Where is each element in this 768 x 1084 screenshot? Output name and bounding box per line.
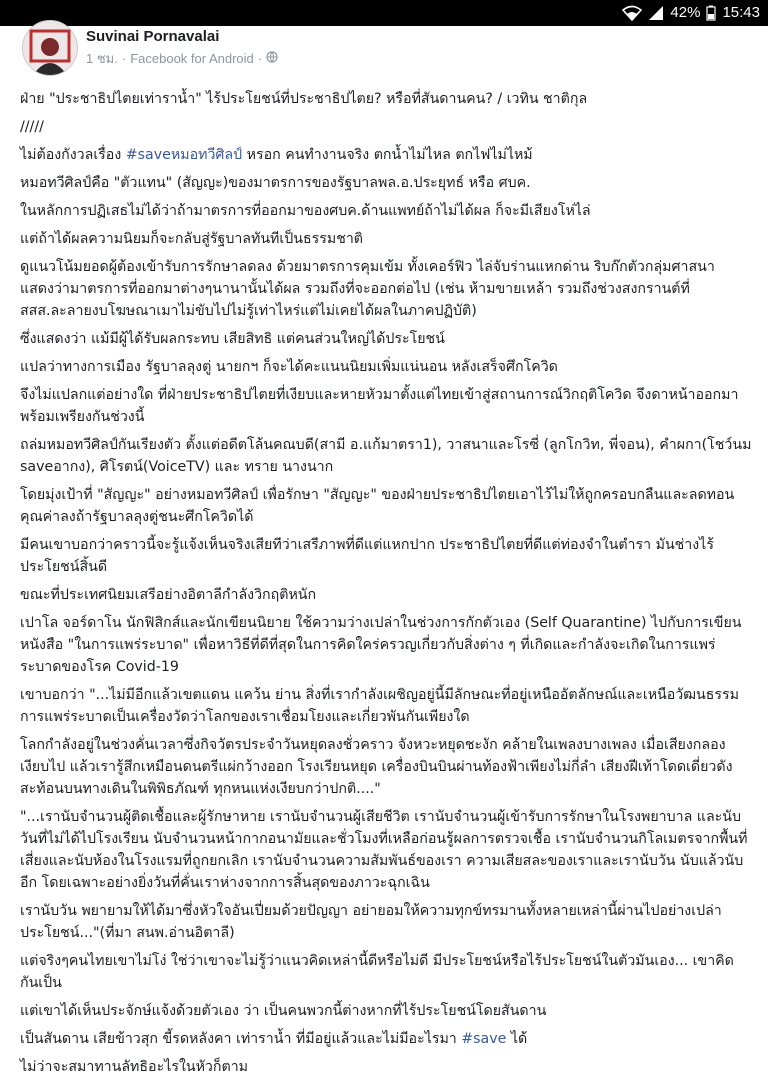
post-paragraph <box>20 900 752 944</box>
post-source: Facebook for Android <box>130 51 254 66</box>
globe-icon <box>266 51 278 66</box>
post-paragraph <box>20 144 752 166</box>
post-paragraph <box>20 806 752 894</box>
paragraph-text: ดูแนวโน้มยอดผู้ต้องเข้ารับการรักษาลดลง ด้วยมาตรการคุมเข้ม ทั้งเคอร์ฟิว ไล่จับร่านแหกด่าน ริบก๊กตัวกลุ่มศาสนา แสดงว่ามาตรการที่ออกมาต่างๆนานานั้นได้ผล รวมถึงที่จะออกต่อไป (เช่น ห้ามขายเหล้า รวมถึงช่วงสงกรานต์ที่ สสส.ละลายงบโฆษณาเมาไม่ขับไปไม่รู้เท่าไหร่แต่ไม่เคยได้ผลในภาคปฏิบัติ) <box>20 259 715 319</box>
paragraph-text: ซึ่งแสดงว่า แม้มีผู้ได้รับผลกระทบ เสียสิทธิ แต่คนส่วนใหญ่ได้ประโยชน์ <box>20 331 445 347</box>
paragraph-text: โดยมุ่งเป้าที่ "สัญญะ" อย่างหมอทวีศิลป์ เพื่อรักษา "สัญญะ" ของฝ่ายประชาธิปไตยเอาไว้ไม่ให้ถูกครอบกลืนและลดทอนคุณค่าลงถ้ารัฐบาลลุงตู่ชนะศึกโควิดได้ <box>20 487 735 525</box>
post-paragraph <box>20 1028 752 1050</box>
paragraph-text: ///// <box>20 119 44 135</box>
paragraph-text: แต่ถ้าได้ผลความนิยมก็จะกลับสู่รัฐบาลทันทีเป็นธรรมชาติ <box>20 231 364 247</box>
paragraph-text: ในหลักการปฏิเสธไม่ได้ว่าถ้ามาตรการที่ออกมาของศบค.ด้านแพทย์ถ้าไม่ได้ผล ก็จะมีเสียงโห่ไล่ <box>20 203 591 219</box>
post-paragraph <box>20 228 752 250</box>
meta-separator: · <box>121 51 127 66</box>
post-paragraph <box>20 116 752 138</box>
paragraph-text: "...เรานับจำนวนผู้ติดเชื้อและผู้รักษาหาย เรานับจำนวนผู้เสียชีวิต เรานับจำนวนผู้เข้ารับการรักษาในโรงพยาบาล และนับวันที่ไม่ได้ไปโรงเรียน นับจำนวนหน้ากากอนามัยและชั่วโมงที่เหลือก่อนรู้ผลการตรวจเชื้อ เรานับจำนวนกิโลเมตรจากพื้นที่เสี่ยงและนับห้องในโรงแรมที่ถูกยกเลิก เรานับจำนวนความสัมพันธ์ของเรา ความเสียสละของเราและเรานับวัน นับแล้วนับอีก โดยเฉพาะอย่างยิ่งวันที่คั่นเราห่างจากการสิ้นสุดของภาวะฉุกเฉิน <box>20 809 748 891</box>
paragraph-text: จึงไม่แปลกแต่อย่างใด ที่ฝ่ายประชาธิปไตยที่เงียบและหายหัวมาตั้งแต่ไทยเข้าสู่สถานการณ์วิกฤติโควิด จึงดาหน้าออกมาพร้อมเพรียงกันช่วงนี้ <box>20 387 739 425</box>
post-meta <box>86 48 278 69</box>
paragraph-text: เปาโล จอร์ดาโน นักฟิสิกส์และนักเขียนนิยาย ใช้ความว่างเปล่าในช่วงการกักตัวเอง (Self Quarantine) ไปกับการเขียนหนังสือ "ในการแพร่ระบาด" เพื่อหาวิธีที่ดีที่สุดในการคิดใคร่ครวญเกี่ยวกับสิ่งต่าง ๆ ที่เกิดและกำลังจะเกิดในการแพร่ระบาดของโรค Covid-19 <box>20 615 742 675</box>
paragraph-text: ไม่ว่าจะสมาทานลัทธิอะไรในหัวก็ตาม <box>20 1059 249 1075</box>
post-paragraph <box>20 1056 752 1078</box>
paragraph-text: ไม่ต้องกังวลเรื่อง <box>20 147 126 163</box>
avatar[interactable] <box>22 20 78 76</box>
paragraph-text: ถล่มหมอทวีศิลป์กันเรียงตัว ตั้งแต่อดีตโล้นคณบดี(สามี อ.แก้มาตรา1), วาสนาและโรซี่ (ลูกโกวิท, พี่จอน), คำผกา(โชว์นม saveอากง), ศิโรตน์(VoiceTV) และ ทราย นางนาก <box>20 437 752 475</box>
hashtag-link[interactable]: #saveหมอทวีศิลป์ <box>125 147 243 163</box>
post-paragraph <box>20 484 752 528</box>
post-paragraph <box>20 534 752 578</box>
post-paragraph <box>20 200 752 222</box>
paragraph-text: เขาบอกว่า "...ไม่มีอีกแล้วเขตแดน แคว้น ย่าน สิ่งที่เรากำลังเผชิญอยู่นี้มีลักษณะที่อยู่เหนืออัตลักษณ์และเหนือวัฒนธรรม การแพร่ระบาดเป็นเครื่องวัดว่าโลกของเราเชื่อมโยงและเกี่ยวพันกันเพียงใด <box>20 687 739 725</box>
post-time[interactable]: 1 ชม. <box>86 51 118 66</box>
hashtag-link[interactable]: #save <box>461 1031 507 1047</box>
post-paragraph <box>20 584 752 606</box>
paragraph-text: ได้ <box>506 1031 528 1047</box>
post-paragraph <box>20 384 752 428</box>
battery-icon <box>706 5 716 21</box>
paragraph-text: ขณะที่ประเทศนิยมเสรีอย่างอิตาลีกำลังวิกฤติหนัก <box>20 587 317 603</box>
clock: 15:43 <box>722 4 760 21</box>
paragraph-text: แต่จริงๆคนไทยเขาไม่โง่ ใช่ว่าเขาจะไม่รู้ว่าแนวคิดเหล่านี้ดีหรือไม่ดี มีประโยชน์หรือไร้ประโยชน์ในตัวมันเอง... เขาคิดกันเป็น <box>20 953 734 991</box>
post-paragraph <box>20 88 752 110</box>
paragraph-text: ฝ่าย "ประชาธิปไตยเท่ารานํ้า" ไร้ประโยชน์ที่ประชาธิปไตย? หรือที่สันดานคน? / เวทิน ชาติกุล <box>20 91 588 107</box>
post-paragraph <box>20 256 752 322</box>
paragraph-text: เป็นสันดาน เสียข้าวสุก ขี้รดหลังคา เท่ารานํ้า ที่มีอยู่แล้วและไม่มีอะไรมา <box>20 1031 462 1047</box>
post-paragraph <box>20 328 752 350</box>
paragraph-text: มีคนเขาบอกว่าคราวนี้จะรู้แจ้งเห็นจริงเสียทีว่าเสรีภาพที่ดีแต่แหกปาก ประชาธิปไตยที่ดีแต่ท่องจำในตำรา มันช่างไร้ประโยชน์สิ้นดี <box>20 537 714 575</box>
battery-percent: 42% <box>670 4 701 21</box>
wifi-icon <box>622 5 642 21</box>
post-paragraph <box>20 684 752 728</box>
post-body <box>20 88 752 1084</box>
paragraph-text: แต่เขาได้เห็นประจักษ์แจ้งด้วยตัวเอง ว่า เป็นคนพวกนี้ต่างหากที่ไร้ประโยชน์โดยสันดาน <box>20 1003 547 1019</box>
paragraph-text: โลกกำลังอยู่ในช่วงคั่นเวลาซึ่งกิจวัตรประจำวันหยุดลงชั่วคราว จังหวะหยุดชะงัก คล้ายในเพลงบางเพลง เมื่อเสียงกลองเงียบไป แล้วเรารู้สึกเหมือนดนตรีแผ่กว้างออก โรงเรียนหยุด เครื่องบินบินผ่านท้องฟ้าเพียงไม่กี่ลำ เสียงฝีเท้าโดดเดี่ยวดังสะท้อนบนทางเดินในพิพิธภัณฑ์ ทุกหนแห่งเงียบกว่าปกติ...." <box>20 737 733 797</box>
post-paragraph <box>20 1000 752 1022</box>
signal-icon <box>648 5 664 21</box>
post-header <box>0 26 768 76</box>
post-paragraph <box>20 172 752 194</box>
paragraph-text: แปลว่าทางการเมือง รัฐบาลลุงตู่ นายกฯ ก็จะได้คะแนนนิยมเพิ่มแน่นอน หลังเสร็จศึกโควิด <box>20 359 558 375</box>
status-bar <box>0 0 768 26</box>
paragraph-text: หรอก คนทำงานจริง ตกน้ำไม่ไหล ตกไฟไม่ไหม้ <box>242 147 533 163</box>
author-name[interactable]: Suvinai Pornavalai <box>86 28 220 45</box>
post-paragraph <box>20 734 752 800</box>
meta-separator: · <box>257 51 263 66</box>
paragraph-text: หมอทวีศิลป์คือ "ตัวแทน" (สัญญะ)ของมาตรการของรัฐบาลพล.อ.ประยุทธ์ หรือ ศบค. <box>20 175 531 191</box>
post-paragraph <box>20 356 752 378</box>
post-paragraph <box>20 434 752 478</box>
post-paragraph <box>20 950 752 994</box>
post-paragraph <box>20 612 752 678</box>
paragraph-text: เรานับวัน พยายามให้ได้มาซึ่งหัวใจอันเปี่ยมด้วยปัญญา อย่ายอมให้ความทุกข์ทรมานทั้งหลายเหล่านี้ผ่านไปอย่างเปล่าประโยชน์..."(ที่มา สนพ.อ่านอิตาลี) <box>20 903 722 941</box>
